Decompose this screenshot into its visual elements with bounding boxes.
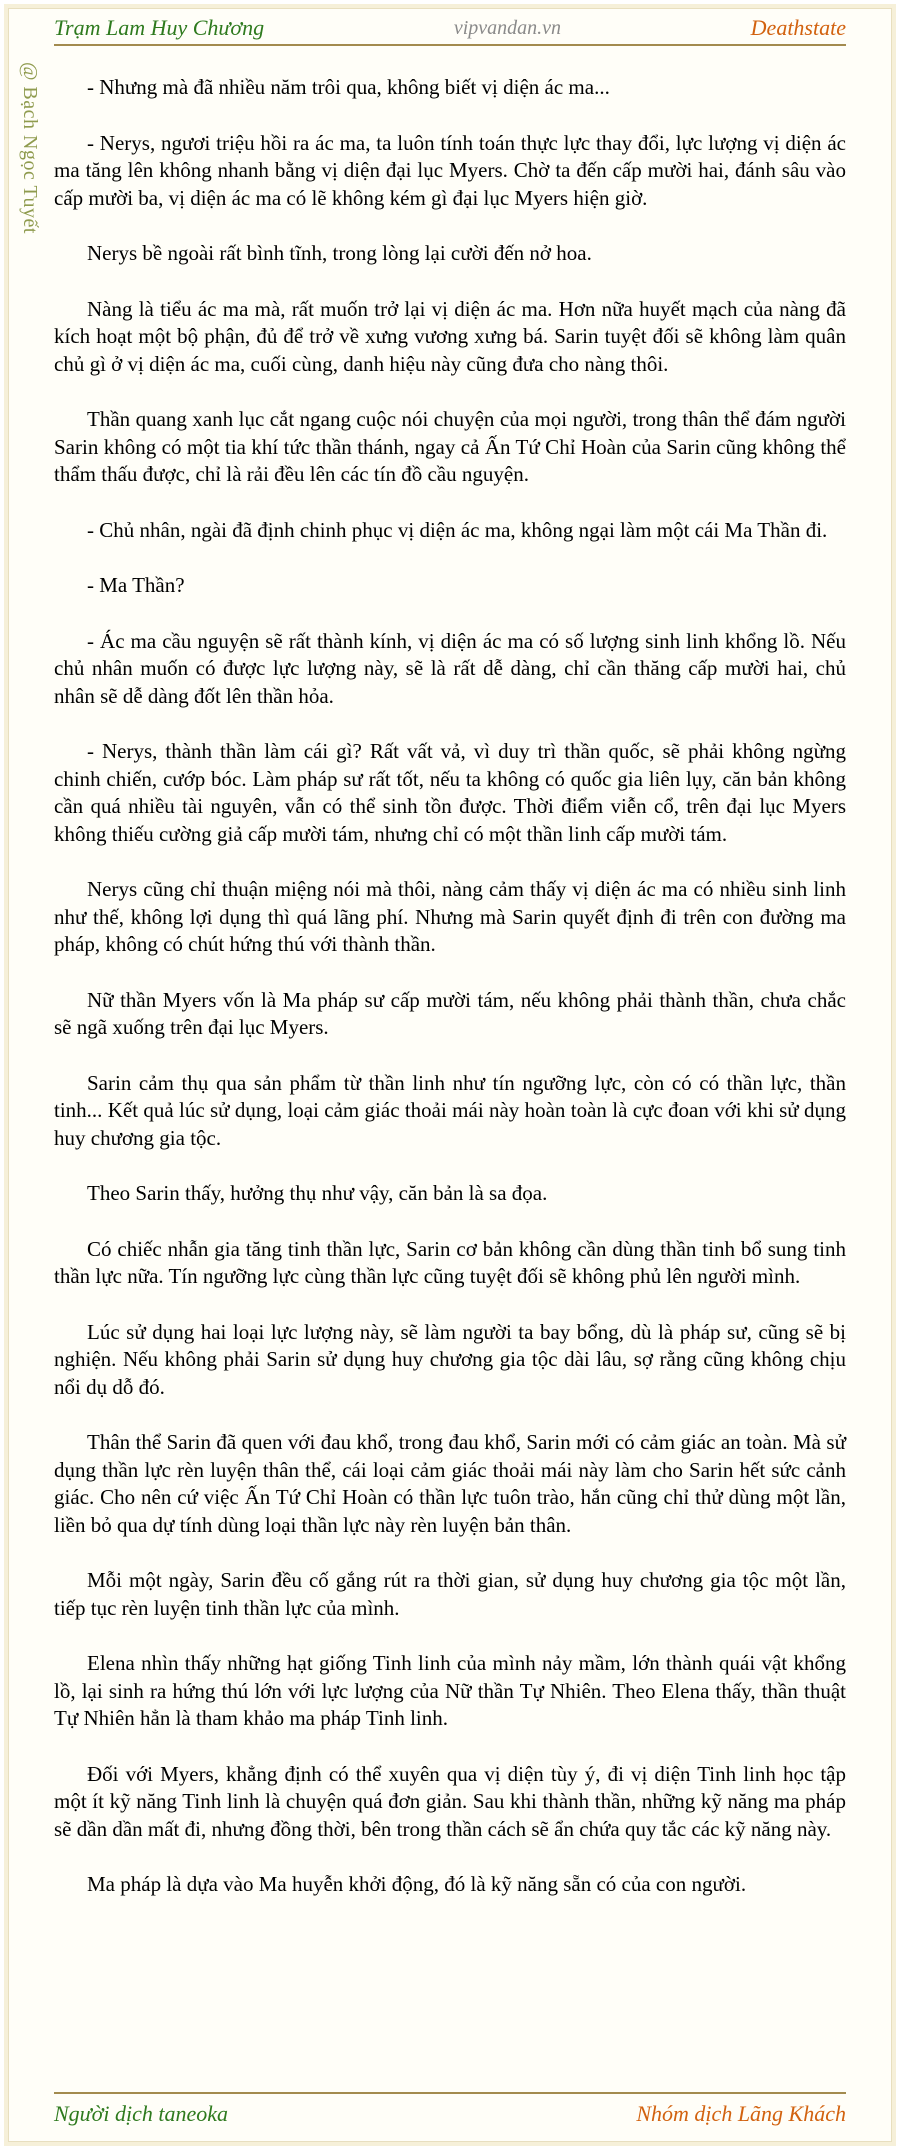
paragraph: Lúc sử dụng hai loại lực lượng này, sẽ làm người ta bay bổng, dù là pháp sư, cũng sẽ bị nghiện. Nếu không phải Sarin sử dụng huy chương gia tộc dài lâu, sợ rằng cũng không chịu nổi dụ dỗ đó. xyxy=(54,1319,846,1399)
paragraph: Nữ thần Myers vốn là Ma pháp sư cấp mười tám, nếu không phải thành thần, chưa chắc sẽ ngã xuống trên đại lục Myers. xyxy=(54,987,846,1039)
story-text xyxy=(54,74,846,1927)
paragraph: Có chiếc nhẫn gia tăng tinh thần lực, Sarin cơ bản không cần dùng thần tinh bổ sung tinh thần lực nữa. Tín ngưỡng lực cùng thần lực cũng tuyệt đối sẽ không phủ lên người mình. xyxy=(54,1236,846,1288)
side-watermark: @ Bạch Ngọc Tuyết xyxy=(19,62,41,234)
page xyxy=(4,4,896,2146)
paragraph: - Ma Thần? xyxy=(87,573,185,597)
paragraph: Mỗi một ngày, Sarin đều cố gắng rút ra thời gian, sử dụng huy chương gia tộc một lần, tiếp tục rèn luyện tinh thần lực của mình. xyxy=(54,1568,846,1620)
paragraph: Nerys bề ngoài rất bình tĩnh, trong lòng lại cười đến nở hoa. xyxy=(87,241,592,265)
paragraph: Nerys cũng chỉ thuận miệng nói mà thôi, nàng cảm thấy vị diện ác ma có nhiều sinh linh như thế, không lợi dụng thì quá lãng phí. Nhưng mà Sarin quyết định đi trên con đường ma pháp, không có chút hứng thú với thành thần. xyxy=(54,877,846,956)
paragraph: Sarin cảm thụ qua sản phẩm từ thần linh như tín ngưỡng lực, còn có có thần lực, thần tinh... Kết quả lúc sử dụng, loại cảm giác thoải mái này hoàn toàn là cực đoan với khi sử dụng huy chương gia tộc. xyxy=(54,1070,846,1150)
paragraph: - Nerys, ngươi triệu hồi ra ác ma, ta luôn tính toán thực lực thay đổi, lực lượng vị diện ác ma tăng lên không nhanh bằng vị diện đại lục Myers. Chờ ta đến cấp mười hai, đánh sâu vào cấp mười ba, vị diện ác ma có lẽ không kém gì đại lục Myers hiện giờ. xyxy=(54,130,846,210)
paragraph: Theo Sarin thấy, hưởng thụ như vậy, căn bản là sa đọa. xyxy=(87,1181,548,1205)
footer-group: Nhóm dịch Lãng Khách xyxy=(636,2101,846,2126)
paragraph: Elena nhìn thấy những hạt giống Tinh linh của mình nảy mầm, lớn thành quái vật khổng lồ, lại sinh ra hứng thú lớn với lực lượng của Nữ thần Tự Nhiên. Theo Elena thấy, thần thuật Tự Nhiên hẳn là tham khảo ma pháp Tinh linh. xyxy=(54,1651,846,1730)
paragraph: Nàng là tiểu ác ma mà, rất muốn trở lại vị diện ác ma. Hơn nữa huyết mạch của nàng đã kích hoạt một bộ phận, đủ để trở về xưng vương xưng bá. Sarin tuyệt đối sẽ không làm quân chủ gì ở vị diện ác ma, cuối cùng, danh hiệu này cũng đưa cho nàng thôi. xyxy=(54,296,846,376)
paragraph: - Chủ nhân, ngài đã định chinh phục vị diện ác ma, không ngại làm một cái Ma Thần đi. xyxy=(87,517,828,542)
paragraph: Thân thể Sarin đã quen với đau khổ, trong đau khổ, Sarin mới có cảm giác an toàn. Mà sử dụng thần lực rèn luyện thân thể, cái loại cảm giác thoải mái này làm cho Sarin hết sức cảnh giác. Cho nên cứ việc Ấn Tứ Chỉ Hoàn có thần lực tuôn trào, hắn cũng chỉ thử dùng một lần, liền bỏ qua dự tính dùng loại thần lực này rèn luyện bản thân. xyxy=(54,1430,846,1537)
paragraph: - Nerys, thành thần làm cái gì? Rất vất vả, vì duy trì thần quốc, sẽ phải không ngừng chinh chiến, cướp bóc. Làm pháp sư rất tốt, nếu ta không có quốc gia liên lụy, căn bản không cần quá nhiều tài nguyên, vẫn có thể sinh tồn được. Thời điểm viễn cổ, trên đại lục Myers không thiếu cường giả cấp mười tám, nhưng chỉ có một thần linh cấp mười tám. xyxy=(54,739,846,846)
footer-translator: Người dịch taneoka xyxy=(54,2101,229,2126)
header-site-name: Trạm Lam Huy Chương xyxy=(54,15,265,40)
header-url: vipvandan.vn xyxy=(453,16,562,39)
paragraph: Ma pháp là dựa vào Ma huyễn khởi động, đó là kỹ năng sẵn có của con người. xyxy=(87,1872,747,1896)
paragraph: Đối với Myers, khẳng định có thể xuyên qua vị diện tùy ý, đi vị diện Tinh linh học tập một ít kỹ năng Tinh linh là chuyện quá đơn giản. Sau khi thành thần, những kỹ năng ma pháp sẽ dần dần mất đi, nhưng đồng thời, bên trong thần cách sẽ ẩn chứa quy tắc các kỹ năng này. xyxy=(54,1761,846,1841)
page-footer xyxy=(54,2092,846,2134)
page-header xyxy=(54,12,846,46)
header-author: Deathstate xyxy=(750,15,846,40)
paragraph: Thần quang xanh lục cắt ngang cuộc nói chuyện của mọi người, trong thân thể đám người Sarin không có một tia khí tức thần thánh, ngay cả Ấn Tứ Chỉ Hoàn của Sarin cũng không thể thẩm thấu được, chỉ là rải đều lên các tín đồ cầu nguyện. xyxy=(54,407,846,486)
paragraph: - Nhưng mà đã nhiều năm trôi qua, không biết vị diện ác ma... xyxy=(87,75,610,99)
paragraph: - Ác ma cầu nguyện sẽ rất thành kính, vị diện ác ma có số lượng sinh linh khổng lồ. Nếu chủ nhân muốn có được lực lượng này, sẽ là rất dễ dàng, chỉ cần thăng cấp mười hai, chủ nhân sẽ dễ dàng đốt lên thần hỏa. xyxy=(54,628,846,708)
